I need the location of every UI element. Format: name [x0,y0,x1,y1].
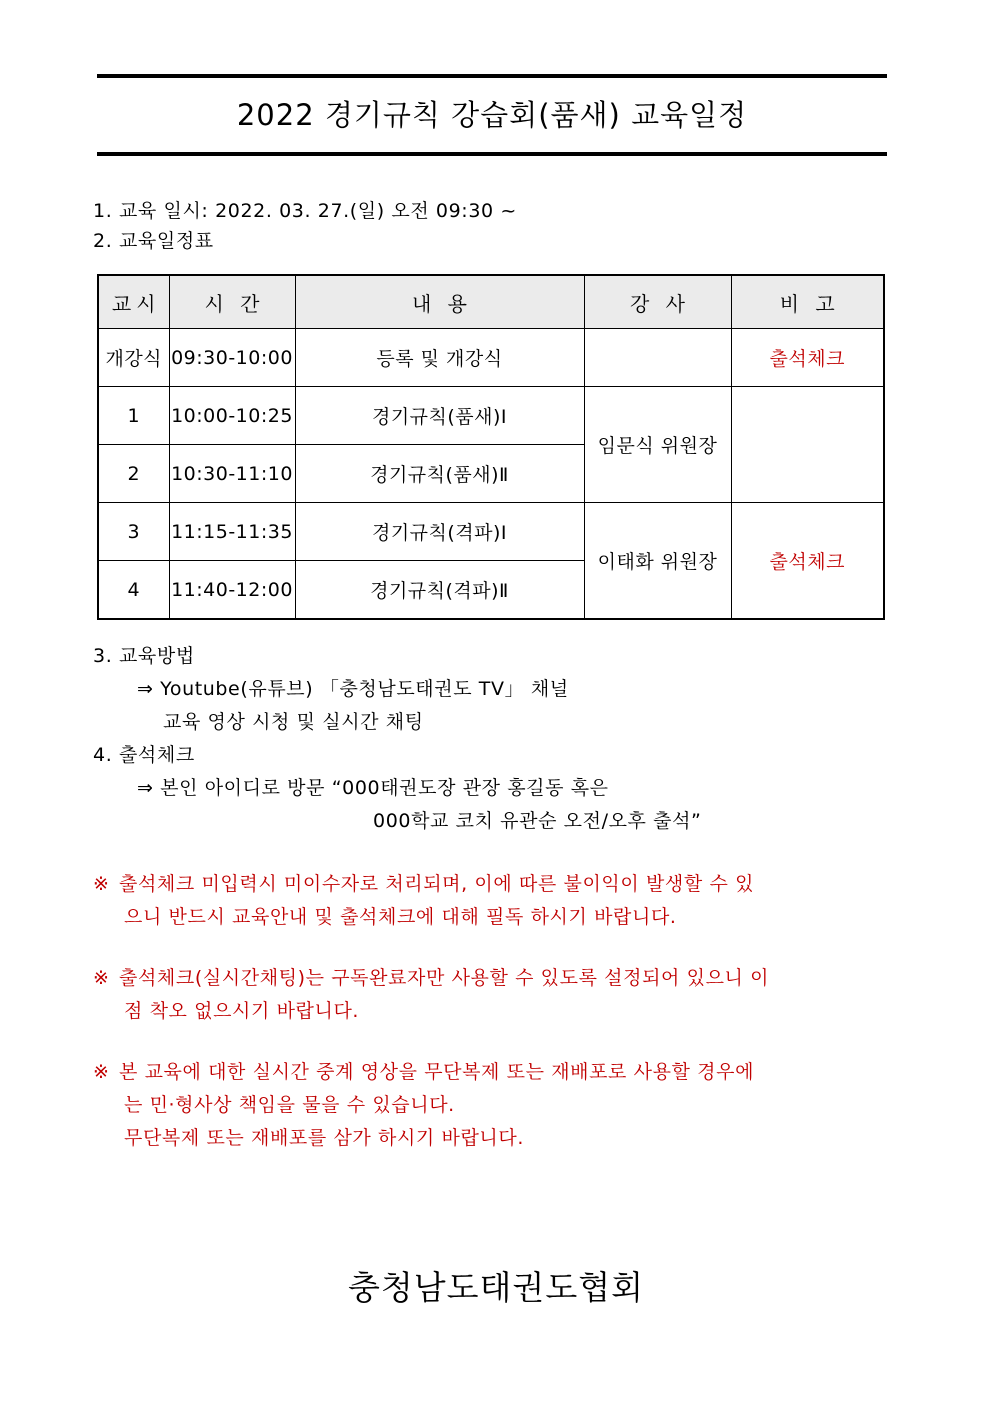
table-header-row [98,275,884,329]
notice-1-line-1 [93,868,923,901]
table-row [98,329,884,387]
cell-teacher [584,329,731,387]
cell-teacher: 이태화 위원장 [584,503,731,620]
intro-block [93,196,913,256]
cell-period: 1 [98,387,169,445]
table-row [98,503,884,561]
intro-schedule-label: 2. 교육일정표 [93,230,214,252]
notice-2-line-1 [93,962,923,995]
section-3-line-2: 교육 영상 시청 및 실시간 채팅 [163,711,424,733]
intro-date-line: 1. 교육 일시: 2022. 03. 27.(일) 오전 09:30 ~ [93,200,517,222]
cell-content: 경기규칙(격파)Ⅰ [295,503,584,561]
cell-time: 11:40-12:00 [169,561,295,620]
notice-3 [93,1056,923,1155]
cell-time: 10:30-11:10 [169,445,295,503]
notice-1-line-2: 으니 반드시 교육안내 및 출석체크에 대해 필독 하시기 바랍니다. [124,906,677,928]
section-4-line-2: 000학교 코치 유관순 오전/오후 출석” [373,810,702,832]
notice-1 [93,868,923,934]
cell-time: 09:30-10:00 [169,329,295,387]
table-row [98,387,884,445]
section-4-heading: 4. 출석체크 [93,744,195,766]
organization-name: 충청남도태권도협회 [348,1268,644,1307]
schedule-table-wrap [97,274,883,620]
cell-content: 등록 및 개강식 [295,329,584,387]
notice-3-line-1 [93,1056,923,1089]
notice-3-line-2: 는 민·형사상 책임을 물을 수 있습니다. [124,1094,455,1116]
cell-period: 개강식 [98,329,169,387]
title-block [97,74,887,156]
cell-note: 출석체크 [731,329,884,387]
notice-3-text-1: 본 교육에 대한 실시간 중계 영상을 무단복제 또는 재배포로 사용할 경우에 [119,1061,755,1083]
section-4-line-1: ⇒ 본인 아이디로 방문 “000태권도장 관장 홍길동 혹은 [137,777,609,799]
cell-time: 11:15-11:35 [169,503,295,561]
cell-time: 10:00-10:25 [169,387,295,445]
column-header-content: 내 용 [295,275,584,329]
notice-3-line-3: 무단복제 또는 재배포를 삼가 하시기 바랍니다. [124,1127,524,1149]
notices-block [93,868,923,1183]
section-3-line-1: ⇒ Youtube(유튜브) 「충청남도태권도 TV」 채널 [137,678,569,700]
cell-period: 4 [98,561,169,620]
cell-content: 경기규칙(격파)Ⅱ [295,561,584,620]
reference-mark-icon: ※ [93,873,110,895]
column-header-teacher: 강 사 [584,275,731,329]
sections-block [93,640,943,838]
notice-2-text-1: 출석체크(실시간채팅)는 구독완료자만 사용할 수 있도록 설정되어 있으니 이 [119,967,770,989]
notice-2 [93,962,923,1028]
cell-period: 2 [98,445,169,503]
cell-teacher: 임문식 위원장 [584,387,731,503]
notice-1-text-1: 출석체크 미입력시 미이수자로 처리되며, 이에 따른 불이익이 발생할 수 있 [119,873,755,895]
cell-note [731,387,884,503]
reference-mark-icon: ※ [93,1061,110,1083]
column-header-period: 교시 [98,275,169,329]
column-header-note: 비 고 [731,275,884,329]
column-header-time: 시 간 [169,275,295,329]
notice-2-line-2: 점 착오 없으시기 바랍니다. [124,1000,360,1022]
cell-content: 경기규칙(품새)Ⅱ [295,445,584,503]
cell-period: 3 [98,503,169,561]
cell-content: 경기규칙(품새)Ⅰ [295,387,584,445]
cell-note: 출석체크 [731,503,884,620]
title-rule-bottom [97,152,887,156]
section-3-heading: 3. 교육방법 [93,645,195,667]
schedule-table [97,274,885,620]
reference-mark-icon: ※ [93,967,110,989]
page-title: 2022 경기규칙 강습회(품새) 교육일정 [236,98,748,132]
